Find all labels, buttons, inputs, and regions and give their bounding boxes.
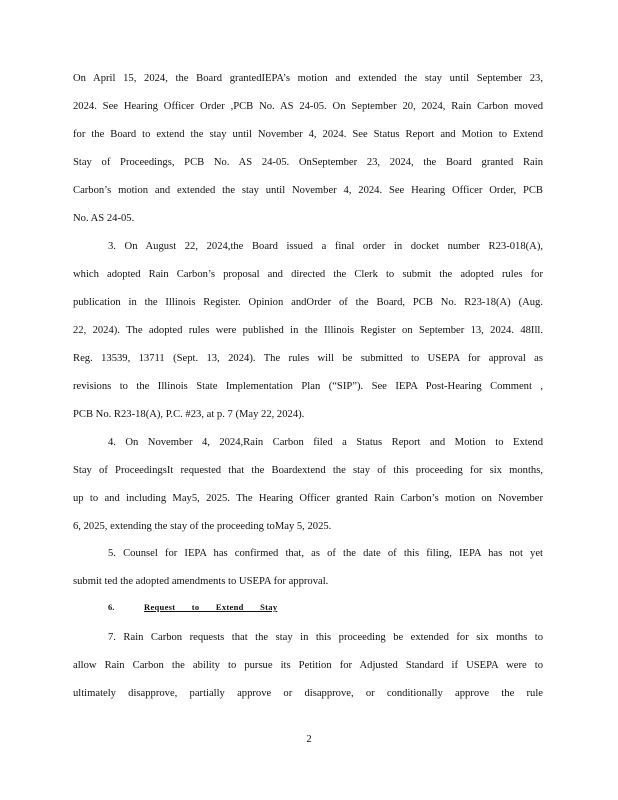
text-line: 2024. See Hearing Officer Order ,PCB No. AS 24-05. On September 20, 2024, Rain Carbon moved [73,101,543,112]
paragraph-3-start: 3. On August 22, 2024,the Board issued a final order in docket number R23-018(A), [108,241,543,252]
section-heading [108,602,287,612]
text-line: submit ted the adopted amendments to USEPA for approval. [73,576,329,587]
text-line: up to and including May5, 2025. The Hearing Officer granted Rain Carbon’s motion on November [73,493,543,504]
text-line: publication in the Illinois Register. Opinion andOrder of the Board, PCB No. R23-18(A) (Aug. [73,297,543,308]
text-line: Stay of Proceedings, PCB No. AS 24-05. OnSeptember 23, 2024, the Board granted Rain [73,157,543,168]
text-line: allow Rain Carbon the ability to pursue its Petition for Adjusted Standard if USEPA were to [73,660,543,671]
section-title: Request to Extend Stay [144,602,278,612]
text-line: which adopted Rain Carbon’s proposal and directed the Clerk to submit the adopted rules for [73,269,543,280]
text-line: PCB No. R23-18(A), P.C. #23, at p. 7 (May 22, 2024). [73,409,305,420]
paragraph-4-start: 4. On November 4, 2024,Rain Carbon filed a Status Report and Motion to Extend [108,437,543,448]
text-line: Carbon’s motion and extended the stay until November 4, 2024. See Hearing Officer Order, PCB [73,185,543,196]
text-line: ultimately disapprove, partially approve or disapprove, or conditionally approve the rule [73,688,543,699]
text-line: for the Board to extend the stay until November 4, 2024. See Status Report and Motion to Extend [73,129,543,140]
paragraph-5-start: 5. Counsel for IEPA has confirmed that, as of the date of this filing, IEPA has not yet [108,548,543,559]
paragraph-7-start: 7. Rain Carbon requests that the stay in this proceeding be extended for six months to [108,632,543,643]
text-line: revisions to the Illinois State Implementation Plan (“SIP”). See IEPA Post-Hearing Comment , [73,381,543,392]
text-line: 6, 2025, extending the stay of the proceeding toMay 5, 2025. [73,521,332,532]
section-number: 6. [108,602,115,612]
text-line: On April 15, 2024, the Board grantedIEPA’s motion and extended the stay until September 23, [73,73,543,84]
page-number: 2 [306,734,312,745]
text-line: No. AS 24-05. [73,213,135,224]
text-line: Stay of ProceedingsIt requested that the Boardextend the stay of this proceeding for six months, [73,465,543,476]
text-line: 22, 2024). The adopted rules were published in the Illinois Register on September 13, 2024. 48Ill. [73,325,543,336]
text-line: Reg. 13539, 13711 (Sept. 13, 2024). The rules will be submitted to USEPA for approval as [73,353,543,364]
